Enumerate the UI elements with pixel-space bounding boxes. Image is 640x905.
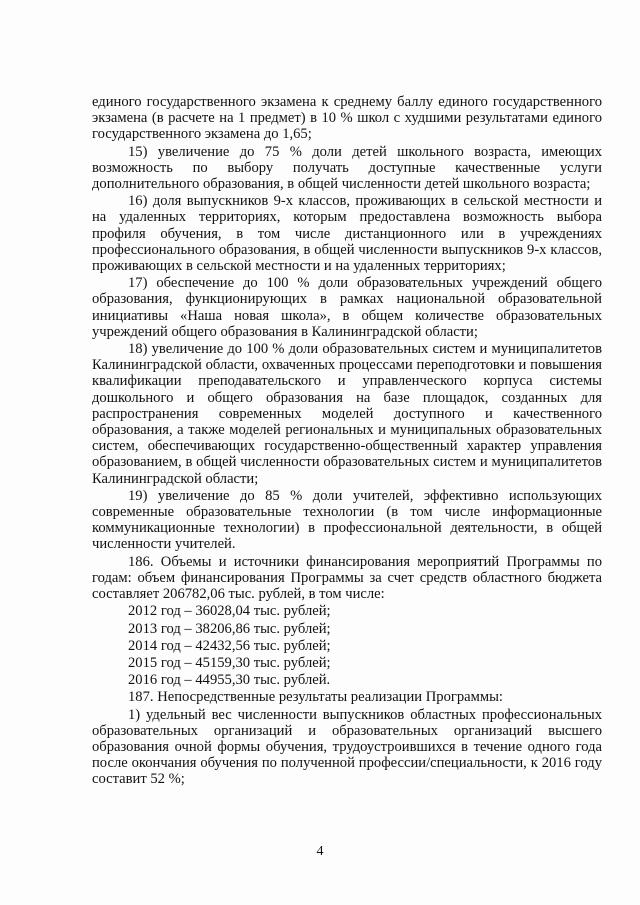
page-number: 4: [316, 844, 324, 859]
paragraph: 1) удельный вес численности выпускников областных профессиональных образовательных организаций и образовательных организаций высшего образования очной формы обучения, трудоустроившихся в течение одного года после окончания обучения по полученной профессии/специальности, к 2016 году составит 52 %;: [92, 706, 602, 788]
paragraph: 2015 год – 45159,30 тыс. рублей;: [128, 654, 331, 671]
paragraph: 2012 год – 36028,04 тыс. рублей;: [128, 603, 331, 620]
paragraph: 2014 год – 42432,56 тыс. рублей;: [128, 637, 331, 654]
paragraph: 2016 год – 44955,30 тыс. рублей.: [128, 672, 331, 689]
paragraph: 19) увеличение до 85 % доли учителей, эффективно использующих современные образовательные технологии (в том числе информационные коммуникационные технологии) в профессиональной деятельности, в общей численности учителей.: [92, 487, 602, 553]
paragraph: 17) обеспечение до 100 % доли образовательных учреждений общего образования, функционирующих в рамках национальной образовательной инициативы «Наша новая школа», в общем количестве образовательных учреждений общего образования в Калининградской области;: [92, 275, 602, 340]
paragraph: 18) увеличение до 100 % доли образовательных систем и муниципалитетов Калининградской области, охваченных процессами переподготовки и повышения квалификации преподавательского и управленческого корпуса системы дошкольного и общего образования на базе площадок, созданных для распространения современных моделей доступного и качественного образования, а также моделей региональных и муниципальных образовательных систем, обеспечивающих государственно-общественный характер управления образованием, в общей численности образовательных систем и муниципалитетов Калининградской области;: [92, 341, 602, 487]
document-body: [92, 94, 602, 789]
paragraph: 187. Непосредственные результаты реализации Программы:: [128, 689, 503, 706]
paragraph: 15) увеличение до 75 % доли детей школьного возраста, имеющих возможность по выбору получать доступные качественные услуги дополнительного образования, в общей численности детей школьного возраста;: [92, 143, 602, 193]
paragraph: 2013 год – 38206,86 тыс. рублей;: [128, 620, 331, 637]
paragraph: 186. Объемы и источники финансирования мероприятий Программы по годам: объем финансирования Программы за счет средств областного бюджета составляет 206782,06 тыс. рублей, в том числе:: [92, 553, 602, 603]
paragraph: 16) доля выпускников 9-х классов, проживающих в сельской местности и на удаленных территориях, которым предоставлена возможность выбора профиля обучения, в том числе дистанционного или в учреждениях профессионального образования, в общей численности выпускников 9-х классов, проживающих в сельской местности и на удаленных территориях;: [92, 193, 602, 275]
paragraph: единого государственного экзамена к среднему баллу единого государственного экзамена (в расчете на 1 предмет) в 10 % школ с худшими результатами единого государственного экзамена до 1,65;: [92, 94, 602, 143]
